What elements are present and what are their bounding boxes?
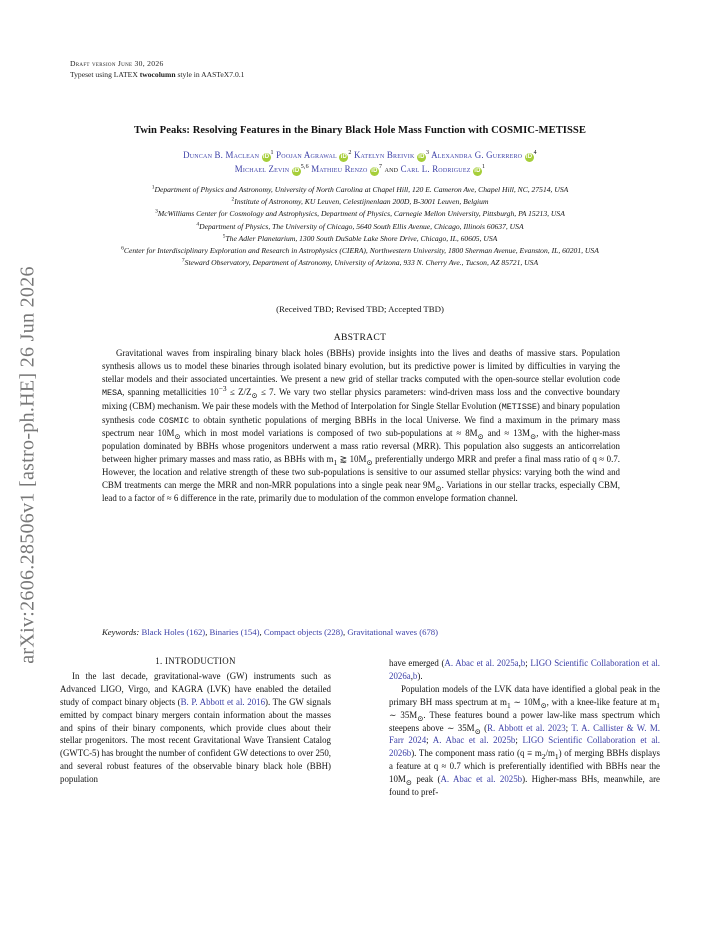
citation-link[interactable]: A. Abac et al. 2025b [440, 774, 523, 785]
author-list [60, 149, 660, 176]
author[interactable]: Poojan Agrawal $iD^2$ [276, 150, 352, 160]
arxiv-identifier: arXiv:2606.28506v1 [astro-ph.HE] 26 Jun 2026 [16, 266, 39, 664]
citation-link[interactable]: A. Abac et al. 2025b [432, 735, 516, 746]
keyword-link[interactable]: Black Holes (162) [141, 627, 206, 637]
keywords-label: Keywords: [102, 627, 140, 637]
intro-paragraph: have emerged (A. Abac et al. 2025a,b; LIGO Scientific Collaboration et al. 2026a,b). [389, 658, 660, 681]
keyword-link[interactable]: Binaries (154) [209, 627, 260, 637]
citation-link[interactable]: R. Abbott et al. 2023 [487, 722, 566, 733]
citation-link[interactable]: A. Abac et al. 2025a [444, 658, 519, 668]
draft-version: Draft version June 30, 2026 [70, 59, 164, 68]
orcid-icon[interactable]: iD [371, 167, 378, 174]
citation-link[interactable]: B. P. Abbott et al. 2016 [180, 696, 266, 707]
orcid-icon[interactable]: iD [418, 154, 425, 160]
abstract-heading: ABSTRACT [333, 332, 387, 343]
orcid-icon[interactable]: iD [262, 154, 270, 160]
intro-paragraph: In the last decade, gravitational-wave (GW) instruments such as Advanced LIGO, Virgo, and KAGRA (LVK) have enabled the detailed study of compact binary objects (B. P. Abbott et al. 2016). The GW signals emitted by compact binary mergers contain information about the masses and spins of their binary components, which provide clues about their stellar progenitors. The most recent Gravitational Wave Transient Catalog (GWTC-5) has brought the number of confident GW detections to over 250, and several robust features of the observable binary black hole (BBH) population [60, 670, 331, 785]
author[interactable]: Michael Zevin iD$^{5,6}$ [234, 163, 309, 174]
author[interactable]: Katelyn Breivik $iD^3$ [353, 150, 430, 160]
orcid-icon[interactable]: iD [525, 154, 533, 160]
affiliation: $^7$Steward Observatory, Department of Astronomy, University of Arizona, 933 N. Cherry Ave., Tucson, AZ 85721, USA [181, 257, 539, 268]
author[interactable]: Mathieu Renzo $iD^7$ [311, 163, 383, 174]
affiliation: $^5$The Adler Planetarium, 1300 South DuSable Lake Shore Drive, Chicago, IL, 60605, USA [222, 233, 498, 243]
abstract-text: Gravitational waves from inspiraling binary black holes (BBHs) provide insights into the lives and deaths of massive stars. Population synthesis allows us to model these binaries through isolated binary evolution, but its predictive power is limited by difficulties in varying the stellar models and their associated uncertainties. We present a new grid of stellar tracks computed with the open-source stellar evolution code MESA, spanning metallicities $10^{-3} \le Z/Z_⊙ \le 7$. We vary two stellar physics parameters: wind-driven mass loss and the convective boundary mixing (CBM) mechanism. We pair these models with the Method of Interpolation for Single Stellar Evolution (METISSE) and binary population synthesis code COSMIC to obtain synthetic populations of merging BBHs in the local Universe. We find a maximum in the primary mass spectrum near $10M_⊙$ which in most model variations is composed of two sub-populations at ≈ $8M_⊙$ and ≈ $13M_⊙$, with the higher-mass population dominated by BBHs whose progenitors underwent a mass ratio reversal (MRR). This population also suggests an anticorrelation between higher primary masses and mass ratio, as BBHs with $m_1$ ⪆ $10M_⊙$ preferentially undergo MRR and prefer a final mass ratio of q ≈ 0.7. However, the location and relative strength of these two sub-populations is sensitive to our assumed stellar physics: varying both the wind and CBM treatments can merge the MRR and non-MRR populations into a single peak near $9M_⊙$. Variations in our stellar tracks, especially CBM, lead to a factor of ≈ 6 difference in the rate, primarily due to modulation of the common envelope formation channel. [102, 348, 621, 503]
citation-link[interactable]: T. A. Callister & W. M. Farr 2024 [389, 722, 660, 746]
section-heading: 1. INTRODUCTION [155, 656, 236, 666]
arxiv-stamp [8, 235, 48, 695]
author[interactable]: Duncan B. Maclean $iD^1$ [183, 150, 274, 160]
orcid-icon[interactable]: iD [474, 167, 481, 174]
header-meta [70, 59, 244, 80]
orcid-icon[interactable]: iD [292, 167, 300, 174]
column-left [60, 655, 331, 786]
column-right [389, 657, 660, 799]
affiliation: $^3$McWilliams Center for Cosmology and Astrophysics, Department of Physics, Carnegie Mellon University, Pittsburgh, PA 15213, USA [155, 208, 565, 219]
typeset-line: Typeset using LATEX twocolumn style in AASTeX7.0.1 [70, 69, 245, 79]
paper-title: Twin Peaks: Resolving Features in the Binary Black Hole Mass Function with COSMIC-METISSE [134, 125, 586, 136]
intro-paragraph: Population models of the LVK data have identified a global peak in the primary BH mass spectrum at $m_1$ ∼ $10M_⊙$, with a knee-like feature at $m_1$ ∼ $35M_⊙$. These features bound a power law-like mass spectrum which steepens above ∼ $35M_⊙$ (R. Abbott et al. 2023; T. A. Callister & W. M. Farr 2024; A. Abac et al. 2025b; LIGO Scientific Collaboration et al. 2026b). The component mass ratio $(q \equiv m_2/m_1)$ of merging BBHs displays a feature at q ≈ 0.7 which is preferentially identified with BBHs near the $10M_⊙$ peak (A. Abac et al. 2025b). Higher-mass BHs, meanwhile, are found to pref- [389, 683, 660, 798]
affiliation: $^2$Institute of Astronomy, KU Leuven, Celestijnenlaan 200D, B-3001 Leuven, Belgium [231, 196, 489, 207]
citation-link[interactable]: LIGO Scientific Collaboration et al. 2026a [389, 658, 660, 681]
keyword-link[interactable]: Gravitational waves (678) [347, 627, 439, 637]
affiliation: $^6$Center for Interdisciplinary Exploration and Research in Astrophysics (CIERA), Northwestern University, 1800 Sherman Avenue, Evanston, IL, 60201, USA [121, 245, 599, 256]
affiliation: $^1$Department of Physics and Astronomy, University of North Carolina at Chapel Hill, 120 E. Cameron Ave, Chapel Hill, NC, 27514, USA [151, 184, 569, 194]
affiliation-list [55, 184, 665, 269]
keywords: Keywords: Black Holes (162), Binaries (154), Compact objects (228), Gravitational waves (678) [102, 627, 439, 637]
author-and: and [384, 163, 399, 174]
citation-link[interactable]: LIGO Scientific Collaboration et al. 2026b [389, 735, 660, 759]
orcid-icon[interactable]: iD [340, 154, 348, 160]
citation-link[interactable]: b [412, 670, 418, 681]
author[interactable]: Alexandra G. Guerrero $iD^4$ [431, 150, 537, 160]
author[interactable]: Carl L. Rodriguez $iD^1$ [400, 163, 486, 174]
citation-link[interactable]: b [520, 658, 526, 668]
received-dates: (Received TBD; Revised TBD; Accepted TBD) [276, 304, 444, 314]
affiliation: $^4$Department of Physics, The University of Chicago, 5640 South Ellis Avenue, Chicago, Illinois 60637, USA [196, 221, 524, 231]
keyword-link[interactable]: Compact objects (228) [263, 627, 343, 637]
